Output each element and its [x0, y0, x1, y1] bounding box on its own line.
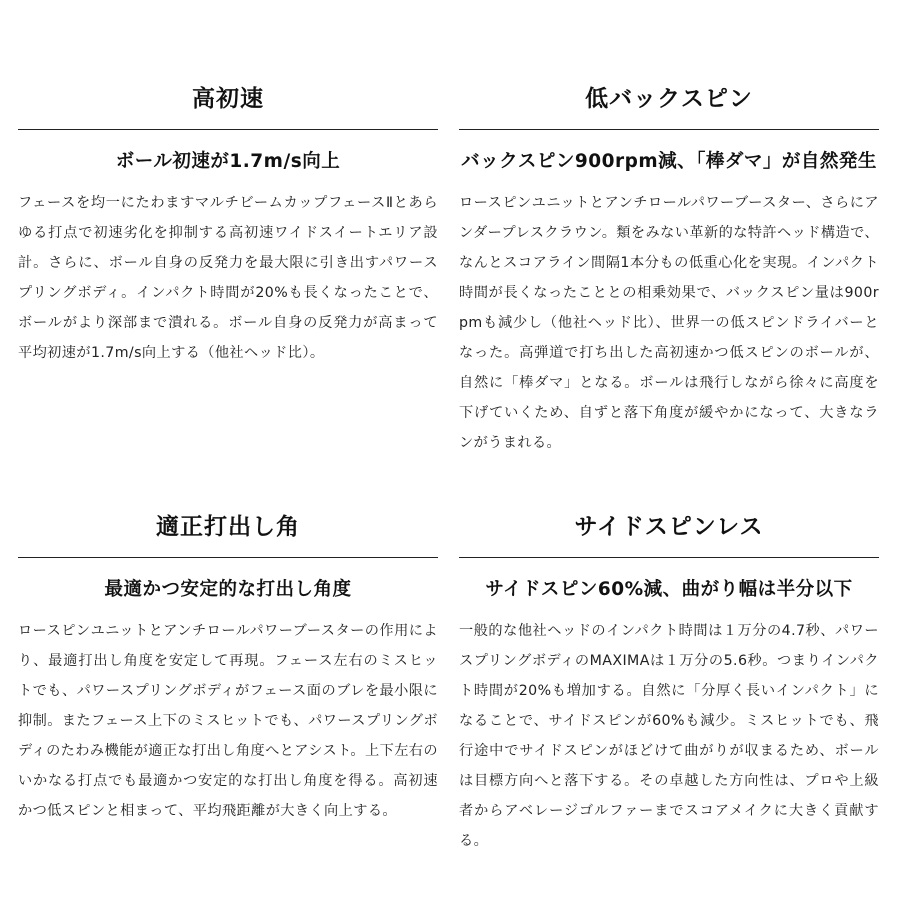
feature-panel-sidespin-less	[459, 488, 879, 870]
feature-description: ロースピンユニットとアンチロールパワーブースター、さらにアンダープレスクラウン。類をみない革新的な特許ヘッド構造で、なんとスコアライン間隔1本分もの低重心化を実現。インパクト時間が長くなったこととの相乗効果で、バックスピン量は900rpmも減少し（他社ヘッド比）、世界一の低スピンドライバーとなった。高弾道で打ち出した高初速かつ低スピンのボールが、自然に「棒ダマ」となる。ボールは飛行しながら徐々に高度を下げていくため、自ずと落下角度が緩やかになって、大きなランがうまれる。	[459, 195, 879, 452]
feature-panel-launch-angle	[18, 488, 438, 840]
feature-description: 一般的な他社ヘッドのインパクト時間は１万分の4.7秒、パワースプリングボディのMAXIMAは１万分の5.6秒。つまりインパクト時間が20%も増加する。自然に「分厚く長いインパクト」になることで、サイドスピンが60%も減少。ミスヒットでも、飛行途中でサイドスピンがほどけて曲がりが収まるため、ボールは目標方向へと落下する。その卓越した方向性は、プロや上級者からアベレージゴルファーまでスコアメイクに大きく貢献する。	[459, 623, 879, 850]
feature-title: 低バックスピン	[459, 79, 879, 130]
feature-description: ロースピンユニットとアンチロールパワーブースターの作用により、最適打出し角度を安定して再現。フェース左右のミスヒットでも、パワースプリングボディがフェース面のブレを最小限に抑制。またフェース上下のミスヒットでも、パワースプリングボディのたわみ機能が適正な打出し角度へとアシスト。上下左右のいかなる打点でも最適かつ安定的な打出し角度を得る。高初速かつ低スピンと相まって、平均飛距離が大きく向上する。	[18, 623, 438, 820]
feature-title: 適正打出し角	[18, 507, 438, 558]
feature-title: 高初速	[18, 79, 438, 130]
feature-title: サイドスピンレス	[459, 507, 879, 558]
feature-subtitle: 最適かつ安定的な打出し角度	[104, 579, 352, 601]
feature-description: フェースを均一にたわますマルチビームカップフェースⅡとあらゆる打点で初速劣化を抑制する高初速ワイドスイートエリア設計。さらに、ボール自身の反発力を最大限に引き出すパワースプリングボディ。インパクト時間が20%も長くなったことで、ボールがより深部まで潰れる。ボール自身の反発力が高まって平均初速が1.7m/s向上する（他社ヘッド比）。	[18, 195, 438, 362]
feature-panel-low-backspin	[459, 60, 879, 472]
feature-panel-high-initial-speed	[18, 60, 438, 382]
feature-subtitle: ボール初速が1.7m/s向上	[115, 151, 341, 173]
feature-subtitle: バックスピン900rpm減、「棒ダマ」が自然発生	[461, 151, 877, 173]
feature-subtitle: サイドスピン60%減、曲がり幅は半分以下	[485, 579, 853, 601]
